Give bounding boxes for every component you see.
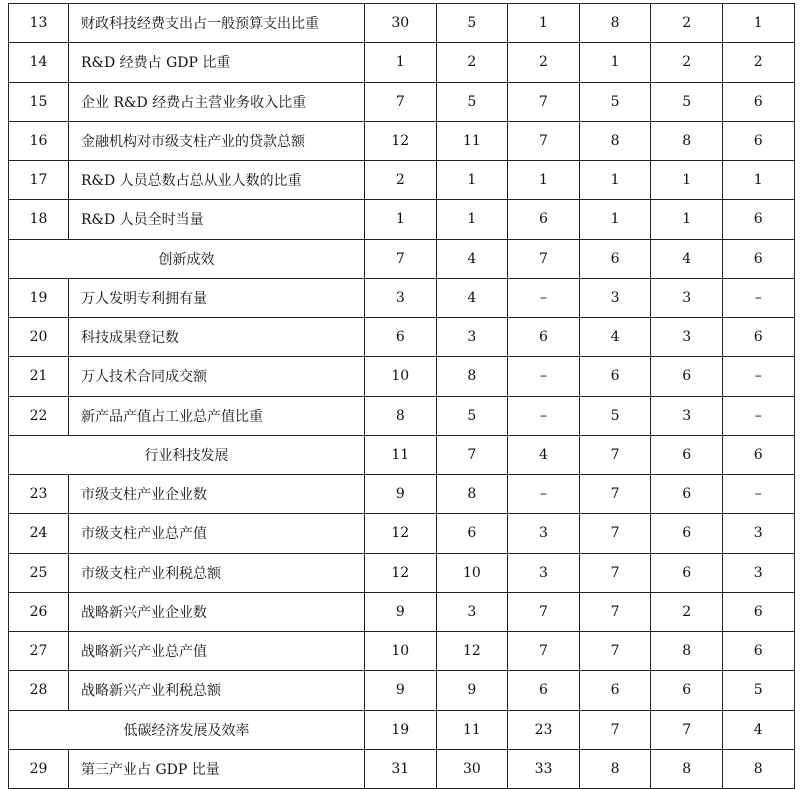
value-cell-col-4: 7 xyxy=(579,553,651,592)
value-cell-col-6: – xyxy=(722,475,794,514)
value-cell-col-3: 6 xyxy=(508,318,580,357)
value-cell-col-6: 3 xyxy=(722,553,794,592)
value-cell-col-4: 1 xyxy=(579,43,651,82)
value-cell-col-3: 3 xyxy=(508,514,580,553)
value-cell-col-4: 8 xyxy=(579,4,651,43)
value-cell-col-6: 6 xyxy=(722,435,794,474)
value-cell-col-4: 7 xyxy=(579,592,651,631)
value-cell-col-5: 6 xyxy=(651,671,723,710)
value-cell-col-4: 6 xyxy=(579,671,651,710)
table-row xyxy=(9,671,795,710)
value-cell-col-2: 30 xyxy=(436,749,508,788)
value-cell-col-1: 12 xyxy=(365,121,437,160)
value-cell-col-4: 6 xyxy=(579,357,651,396)
value-cell-col-5: 7 xyxy=(651,710,723,749)
table-row xyxy=(9,632,795,671)
value-cell-col-1: 31 xyxy=(365,749,437,788)
indicator-name-cell: 第三产业占 GDP 比量 xyxy=(69,749,365,788)
indicator-name-cell: 财政科技经费支出占一般预算支出比重 xyxy=(69,4,365,43)
indicator-name-cell: 战略新兴产业总产值 xyxy=(69,632,365,671)
value-cell-col-1: 9 xyxy=(365,592,437,631)
table-row xyxy=(9,357,795,396)
value-cell-col-6: – xyxy=(722,278,794,317)
indicator-name-cell: 战略新兴产业利税总额 xyxy=(69,671,365,710)
indicator-name-cell: 万人技术合同成交额 xyxy=(69,357,365,396)
table-row xyxy=(9,514,795,553)
value-cell-col-5: 2 xyxy=(651,4,723,43)
value-cell-col-2: 6 xyxy=(436,514,508,553)
value-cell-col-4: 5 xyxy=(579,82,651,121)
value-cell-col-5: 6 xyxy=(651,475,723,514)
value-cell-col-4: 4 xyxy=(579,318,651,357)
value-cell-col-6: 3 xyxy=(722,514,794,553)
value-cell-col-6: 6 xyxy=(722,121,794,160)
value-cell-col-3: 7 xyxy=(508,82,580,121)
value-cell-col-6: 5 xyxy=(722,671,794,710)
value-cell-col-6: 6 xyxy=(722,318,794,357)
value-cell-col-4: 7 xyxy=(579,435,651,474)
indicator-name-cell: 企业 R&D 经费占主营业务收入比重 xyxy=(69,82,365,121)
value-cell-col-3: – xyxy=(508,278,580,317)
value-cell-col-2: 4 xyxy=(436,239,508,278)
table-row xyxy=(9,475,795,514)
value-cell-col-2: 8 xyxy=(436,357,508,396)
value-cell-col-3: 7 xyxy=(508,121,580,160)
row-number-cell: 15 xyxy=(9,82,69,121)
value-cell-col-2: 11 xyxy=(436,121,508,160)
table-row xyxy=(9,592,795,631)
value-cell-col-5: 6 xyxy=(651,514,723,553)
value-cell-col-4: 3 xyxy=(579,278,651,317)
value-cell-col-1: 7 xyxy=(365,82,437,121)
value-cell-col-1: 9 xyxy=(365,475,437,514)
value-cell-col-4: 7 xyxy=(579,632,651,671)
value-cell-col-2: 3 xyxy=(436,318,508,357)
row-number-cell: 26 xyxy=(9,592,69,631)
value-cell-col-5: 1 xyxy=(651,161,723,200)
table-row xyxy=(9,4,795,43)
ranking-table xyxy=(8,3,795,789)
value-cell-col-6: 2 xyxy=(722,43,794,82)
value-cell-col-3: 7 xyxy=(508,632,580,671)
value-cell-col-4: 7 xyxy=(579,475,651,514)
row-number-cell: 22 xyxy=(9,396,69,435)
value-cell-col-5: 6 xyxy=(651,553,723,592)
value-cell-col-6: 8 xyxy=(722,749,794,788)
value-cell-col-4: 7 xyxy=(579,710,651,749)
value-cell-col-5: 4 xyxy=(651,239,723,278)
value-cell-col-1: 8 xyxy=(365,396,437,435)
category-row xyxy=(9,435,795,474)
value-cell-col-1: 9 xyxy=(365,671,437,710)
value-cell-col-5: 1 xyxy=(651,200,723,239)
value-cell-col-1: 11 xyxy=(365,435,437,474)
value-cell-col-5: 3 xyxy=(651,318,723,357)
table-row xyxy=(9,82,795,121)
indicator-name-cell: R&D 人员全时当量 xyxy=(69,200,365,239)
value-cell-col-3: 2 xyxy=(508,43,580,82)
value-cell-col-4: 1 xyxy=(579,161,651,200)
value-cell-col-3: 4 xyxy=(508,435,580,474)
category-row xyxy=(9,710,795,749)
value-cell-col-4: 8 xyxy=(579,121,651,160)
value-cell-col-3: – xyxy=(508,396,580,435)
value-cell-col-6: – xyxy=(722,357,794,396)
indicator-name-cell: 新产品产值占工业总产值比重 xyxy=(69,396,365,435)
value-cell-col-3: 1 xyxy=(508,4,580,43)
category-name-cell: 低碳经济发展及效率 xyxy=(9,710,365,749)
value-cell-col-6: 6 xyxy=(722,632,794,671)
value-cell-col-2: 4 xyxy=(436,278,508,317)
value-cell-col-5: 6 xyxy=(651,435,723,474)
value-cell-col-1: 3 xyxy=(365,278,437,317)
row-number-cell: 14 xyxy=(9,43,69,82)
value-cell-col-1: 12 xyxy=(365,553,437,592)
row-number-cell: 19 xyxy=(9,278,69,317)
value-cell-col-2: 5 xyxy=(436,396,508,435)
value-cell-col-5: 3 xyxy=(651,278,723,317)
value-cell-col-6: 6 xyxy=(722,82,794,121)
value-cell-col-1: 30 xyxy=(365,4,437,43)
row-number-cell: 23 xyxy=(9,475,69,514)
value-cell-col-6: 6 xyxy=(722,592,794,631)
value-cell-col-1: 10 xyxy=(365,357,437,396)
indicator-name-cell: 战略新兴产业企业数 xyxy=(69,592,365,631)
value-cell-col-6: – xyxy=(722,396,794,435)
value-cell-col-2: 1 xyxy=(436,200,508,239)
indicator-name-cell: 金融机构对市级支柱产业的贷款总额 xyxy=(69,121,365,160)
row-number-cell: 18 xyxy=(9,200,69,239)
row-number-cell: 17 xyxy=(9,161,69,200)
value-cell-col-6: 6 xyxy=(722,239,794,278)
row-number-cell: 21 xyxy=(9,357,69,396)
indicator-name-cell: 市级支柱产业企业数 xyxy=(69,475,365,514)
row-number-cell: 20 xyxy=(9,318,69,357)
table-row xyxy=(9,161,795,200)
row-number-cell: 24 xyxy=(9,514,69,553)
row-number-cell: 28 xyxy=(9,671,69,710)
value-cell-col-2: 12 xyxy=(436,632,508,671)
table-body xyxy=(9,4,795,789)
category-row xyxy=(9,239,795,278)
value-cell-col-5: 6 xyxy=(651,357,723,396)
row-number-cell: 13 xyxy=(9,4,69,43)
value-cell-col-2: 10 xyxy=(436,553,508,592)
value-cell-col-4: 7 xyxy=(579,514,651,553)
value-cell-col-3: 1 xyxy=(508,161,580,200)
indicator-name-cell: R&D 经费占 GDP 比重 xyxy=(69,43,365,82)
value-cell-col-1: 12 xyxy=(365,514,437,553)
value-cell-col-3: 7 xyxy=(508,592,580,631)
value-cell-col-3: – xyxy=(508,357,580,396)
value-cell-col-1: 1 xyxy=(365,200,437,239)
table-row xyxy=(9,121,795,160)
value-cell-col-1: 2 xyxy=(365,161,437,200)
table-row xyxy=(9,396,795,435)
row-number-cell: 27 xyxy=(9,632,69,671)
value-cell-col-5: 8 xyxy=(651,749,723,788)
value-cell-col-2: 5 xyxy=(436,4,508,43)
value-cell-col-4: 6 xyxy=(579,239,651,278)
value-cell-col-3: – xyxy=(508,475,580,514)
value-cell-col-1: 6 xyxy=(365,318,437,357)
table-row xyxy=(9,200,795,239)
indicator-name-cell: 科技成果登记数 xyxy=(69,318,365,357)
table-row xyxy=(9,43,795,82)
value-cell-col-1: 7 xyxy=(365,239,437,278)
value-cell-col-2: 9 xyxy=(436,671,508,710)
value-cell-col-3: 6 xyxy=(508,671,580,710)
value-cell-col-3: 33 xyxy=(508,749,580,788)
value-cell-col-2: 7 xyxy=(436,435,508,474)
value-cell-col-2: 5 xyxy=(436,82,508,121)
value-cell-col-3: 3 xyxy=(508,553,580,592)
row-number-cell: 16 xyxy=(9,121,69,160)
value-cell-col-5: 3 xyxy=(651,396,723,435)
indicator-name-cell: 市级支柱产业利税总额 xyxy=(69,553,365,592)
value-cell-col-5: 2 xyxy=(651,43,723,82)
value-cell-col-1: 1 xyxy=(365,43,437,82)
row-number-cell: 29 xyxy=(9,749,69,788)
value-cell-col-4: 5 xyxy=(579,396,651,435)
value-cell-col-2: 11 xyxy=(436,710,508,749)
value-cell-col-6: 6 xyxy=(722,200,794,239)
value-cell-col-5: 5 xyxy=(651,82,723,121)
indicator-name-cell: 市级支柱产业总产值 xyxy=(69,514,365,553)
value-cell-col-3: 6 xyxy=(508,200,580,239)
value-cell-col-5: 8 xyxy=(651,632,723,671)
value-cell-col-5: 2 xyxy=(651,592,723,631)
value-cell-col-4: 8 xyxy=(579,749,651,788)
table-row xyxy=(9,553,795,592)
table-row xyxy=(9,318,795,357)
row-number-cell: 25 xyxy=(9,553,69,592)
category-name-cell: 行业科技发展 xyxy=(9,435,365,474)
value-cell-col-2: 2 xyxy=(436,43,508,82)
value-cell-col-2: 3 xyxy=(436,592,508,631)
value-cell-col-3: 23 xyxy=(508,710,580,749)
value-cell-col-1: 19 xyxy=(365,710,437,749)
value-cell-col-6: 4 xyxy=(722,710,794,749)
value-cell-col-4: 1 xyxy=(579,200,651,239)
category-name-cell: 创新成效 xyxy=(9,239,365,278)
value-cell-col-6: 1 xyxy=(722,4,794,43)
indicator-name-cell: R&D 人员总数占总从业人数的比重 xyxy=(69,161,365,200)
value-cell-col-6: 1 xyxy=(722,161,794,200)
value-cell-col-3: 7 xyxy=(508,239,580,278)
value-cell-col-2: 8 xyxy=(436,475,508,514)
table-row xyxy=(9,278,795,317)
table-row xyxy=(9,749,795,788)
value-cell-col-2: 1 xyxy=(436,161,508,200)
indicator-name-cell: 万人发明专利拥有量 xyxy=(69,278,365,317)
value-cell-col-1: 10 xyxy=(365,632,437,671)
value-cell-col-5: 8 xyxy=(651,121,723,160)
